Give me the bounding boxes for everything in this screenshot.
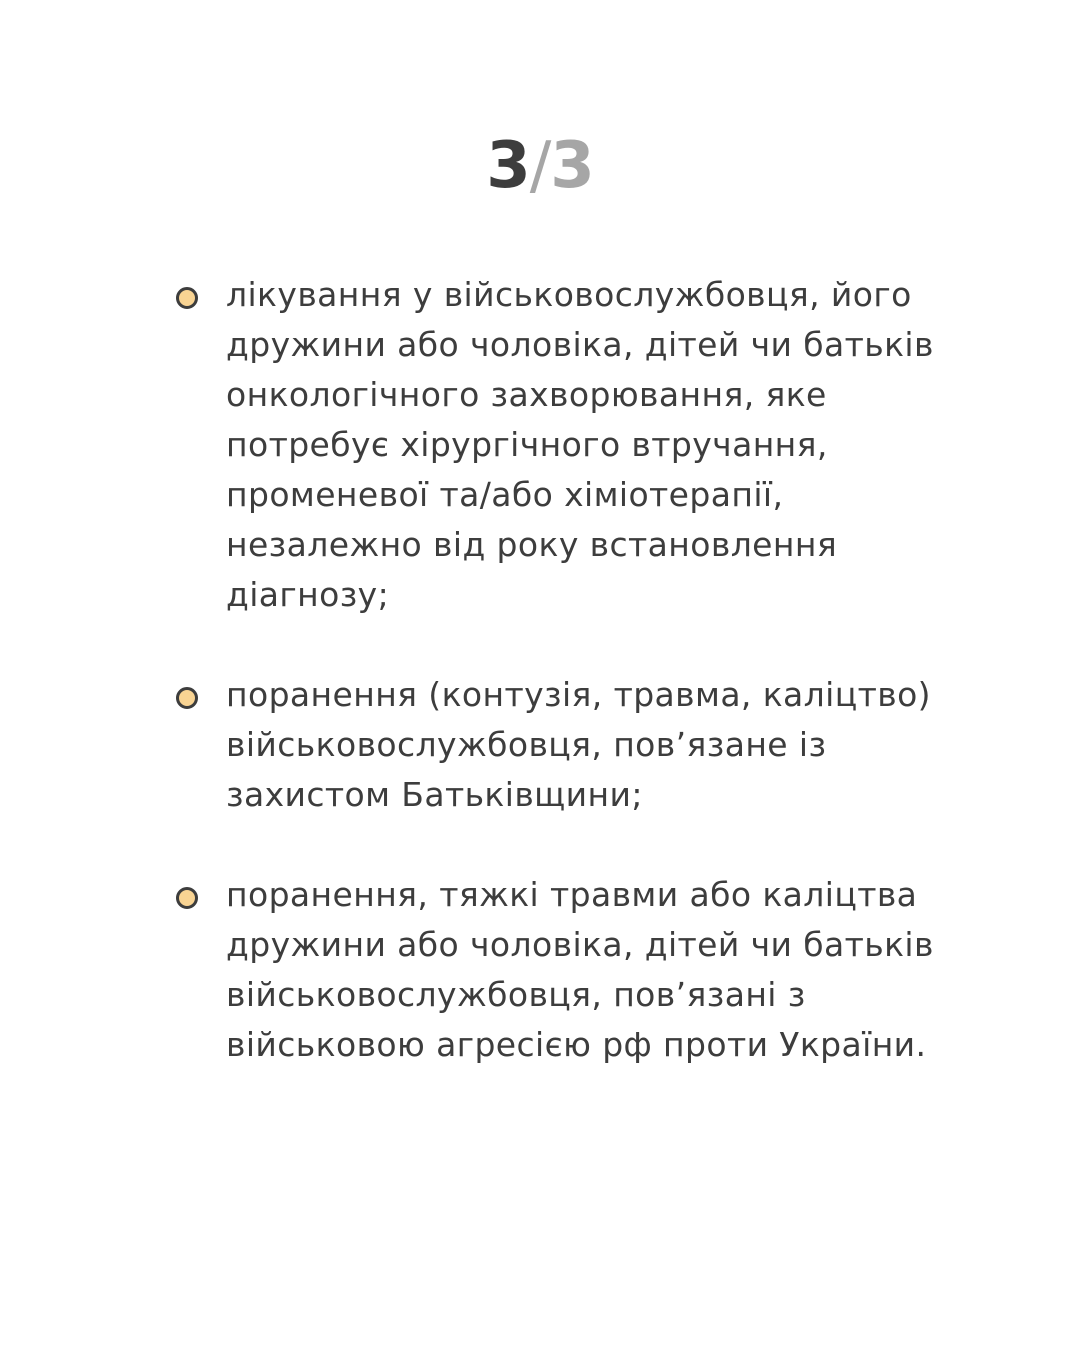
list-item-text: поранення, тяжкі травми або каліцтва дружини або чоловіка, дітей чи батьків військовослужбовця, пов’язані з військовою агресією рф проти України. xyxy=(226,875,934,1064)
page-counter xyxy=(0,128,1080,204)
page-separator: / xyxy=(529,129,551,203)
list-item xyxy=(176,270,976,620)
page-current-number: 3 xyxy=(486,129,530,203)
bullet-dot-icon xyxy=(176,887,198,909)
list-item-text: поранення (контузія, травма, каліцтво) військовослужбовця, пов’язане із захистом Батьківщини; xyxy=(226,675,931,814)
bullet-dot-icon xyxy=(176,287,198,309)
list-item xyxy=(176,670,976,820)
list-item xyxy=(176,870,976,1070)
page-total-number: 3 xyxy=(550,129,594,203)
list-item-text: лікування у військовослужбовця, його дружини або чоловіка, дітей чи батьків онкологічного захворювання, яке потребує хірургічного втручання, променевої та/або хіміотерапії, незалежно від року встановлення діагнозу; xyxy=(226,275,934,614)
bullet-list xyxy=(176,270,976,1120)
bullet-dot-icon xyxy=(176,687,198,709)
